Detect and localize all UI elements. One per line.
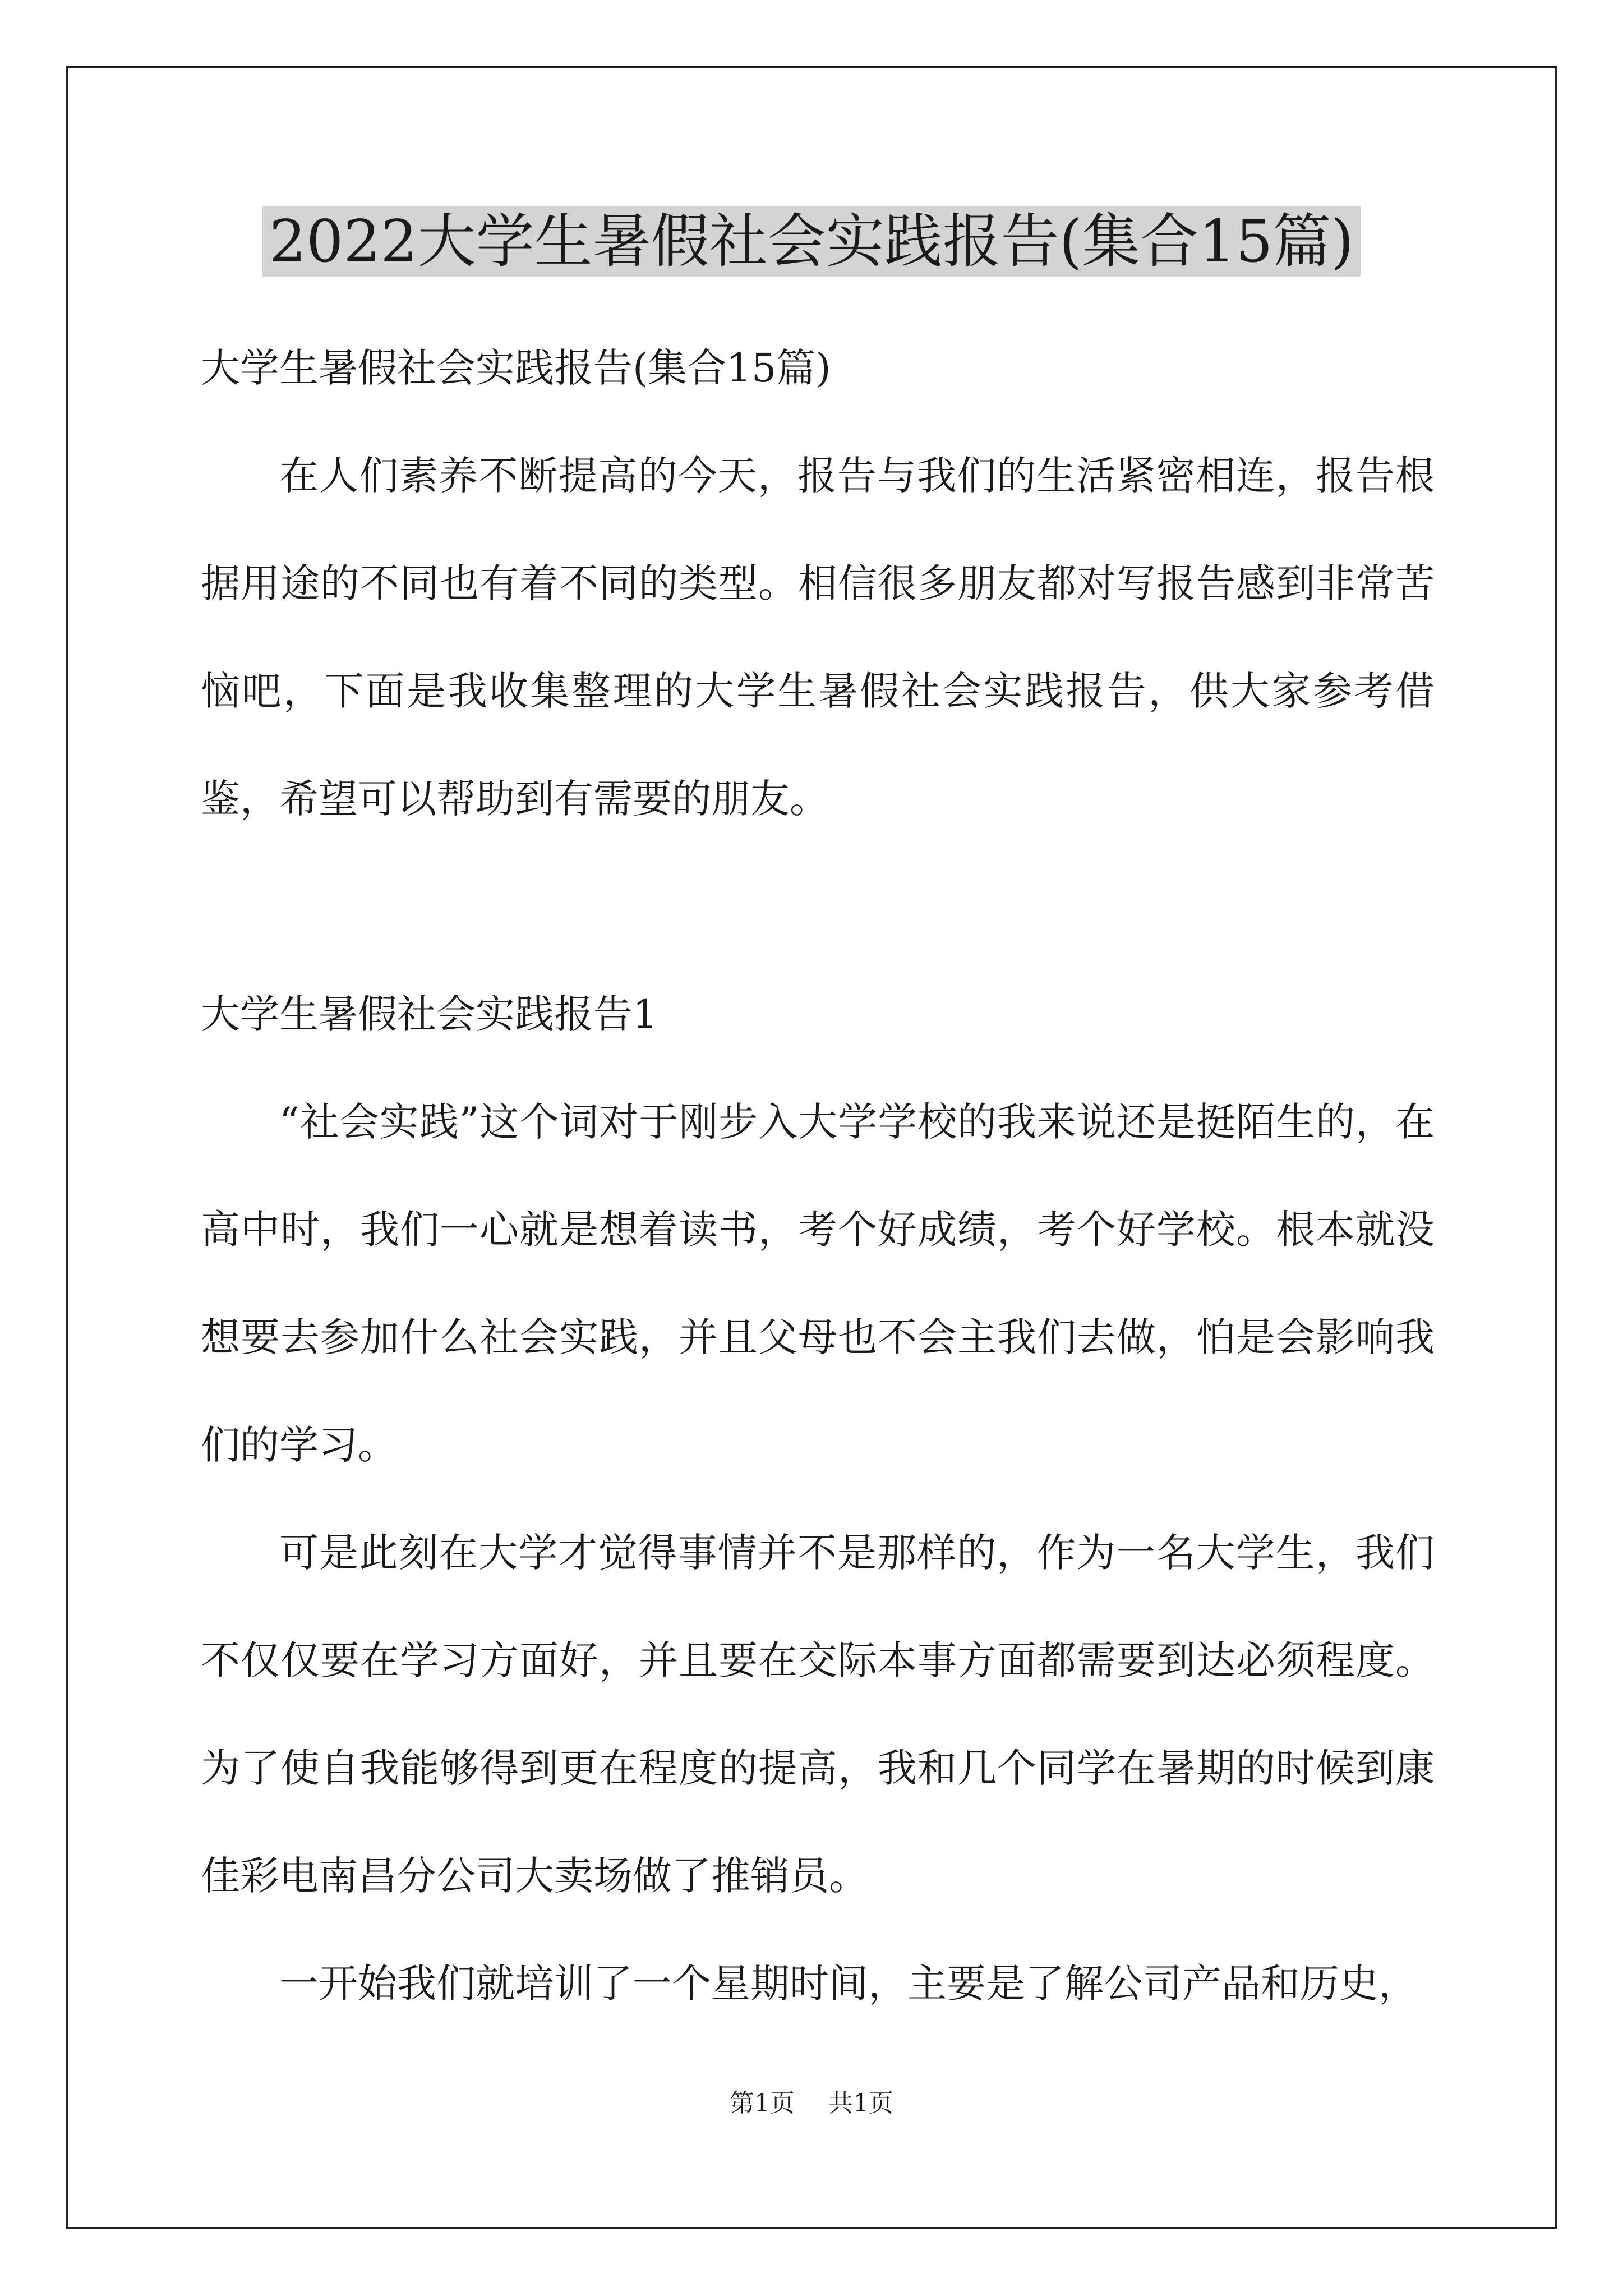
body-paragraph: “社会实践”这个词对于刚步入大学学校的我来说还是挺陌生的，在高中时，我们一心就是想着读书，考个好成绩，考个好学校。根本就没想要去参加什么社会实践，并且父母也不会主我们去做，怕是会影响我们的学习。	[201, 1099, 1435, 1468]
body-paragraph: 可是此刻在大学才觉得事情并不是那样的，作为一名大学生，我们不仅仅要在学习方面好，并且要在交际本事方面都需要到达必须程度。为了使自我能够得到更在程度的提高，我和几个同学在暑期的时候到康佳彩电南昌分公司大卖场做了推销员。	[201, 1530, 1435, 1899]
body-paragraph: 一开始我们就培训了一个星期时间，主要是了解公司产品和历史，	[279, 1961, 1418, 2007]
page-footer	[0, 2087, 1623, 2120]
page-total: 共1页	[828, 2089, 893, 2118]
section-spacer	[201, 853, 1435, 960]
intro-paragraph: 在人们素养不断提高的今天，报告与我们的生活紧密相连，报告根据用途的不同也有着不同的类型。相信很多朋友都对写报告感到非常苦恼吧，下面是我收集整理的大学生暑假社会实践报告，供大家参考借鉴，希望可以帮助到有需要的朋友。	[201, 453, 1435, 822]
section-heading: 大学生暑假社会实践报告1	[201, 991, 658, 1037]
document-subtitle: 大学生暑假社会实践报告(集合15篇)	[201, 345, 831, 391]
page-number: 第1页	[730, 2089, 795, 2118]
document-body	[201, 314, 1435, 2037]
document-title-text: 2022大学生暑假社会实践报告(集合15篇)	[262, 206, 1361, 277]
document-title	[0, 202, 1623, 280]
